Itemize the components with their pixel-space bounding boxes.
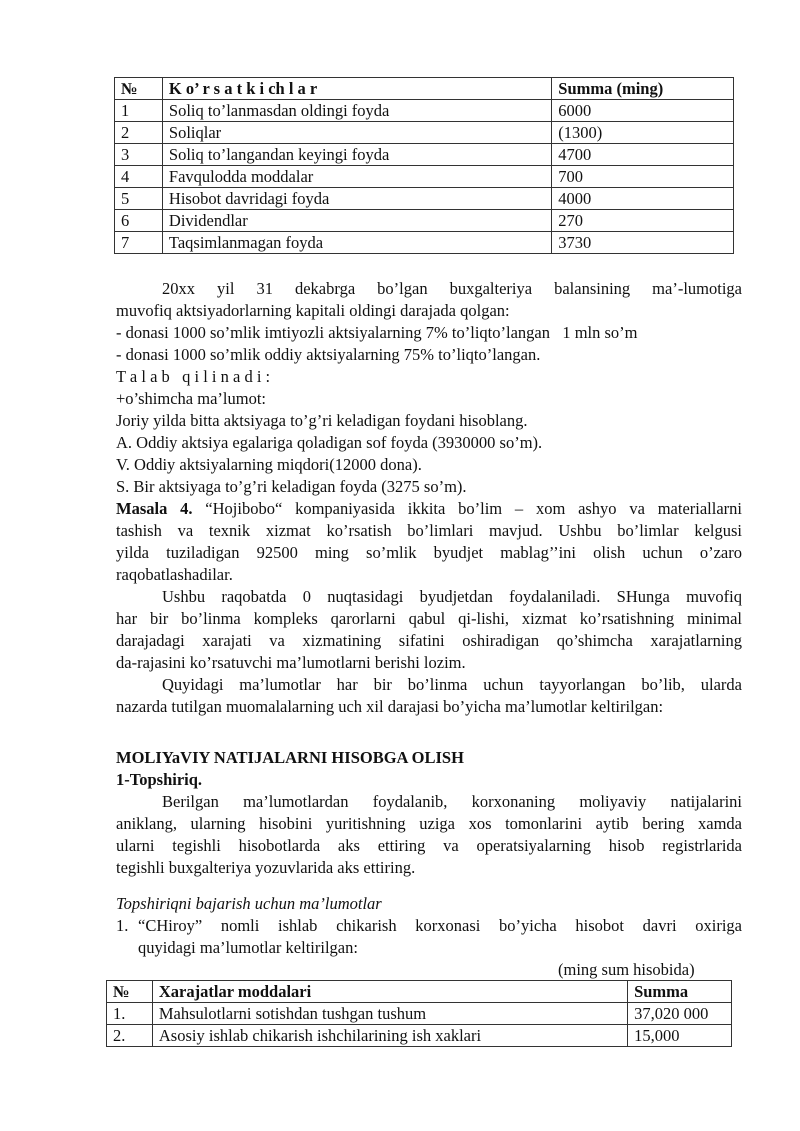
answer-item: S. Bir aktsiyaga to’g’ri keladigan foyda (3275 so’m). xyxy=(116,477,467,496)
extra-info-label: +o’shimcha ma’lumot: xyxy=(116,389,266,408)
table-row xyxy=(115,166,734,188)
paragraph-text: “Hojibobo“ kompaniyasida ikkita bo’lim – xom ashyo va materiallarni xyxy=(205,499,742,518)
answer-item: A. Oddiy aktsiya egalariga qoladigan sof foyda (3930000 so’m). xyxy=(116,433,543,452)
paragraph-line: tashish va texnik xizmat ko’rsatish bo’limlari mavjud. Ushbu bo’limlar kelgusi xyxy=(116,521,742,540)
paragraph-line: Ushbu raqobatda 0 nuqtasidagi byudjetdan foydalaniladi. SHunga muvofiq xyxy=(162,587,742,606)
column-header: Summa (ming) xyxy=(552,78,734,100)
column-header: Summa xyxy=(628,981,732,1003)
table-cell: 4700 xyxy=(552,144,734,166)
table-cell: 3730 xyxy=(552,232,734,254)
table-header-row xyxy=(115,78,734,100)
paragraph-line: quyidagi ma’lumotlar keltirilgan: xyxy=(138,938,358,957)
results-table xyxy=(114,77,734,254)
table-cell: Hisobot davridagi foyda xyxy=(162,188,551,210)
list-number: 1. xyxy=(116,916,129,935)
table-cell: Soliq to’lanmasdan oldingi foyda xyxy=(162,100,551,122)
table-cell: 6000 xyxy=(552,100,734,122)
table-row xyxy=(115,100,734,122)
section-title: MOLIYaVIY NATIJALARNI HISOBGA OLISH xyxy=(116,748,464,767)
table-header-row xyxy=(107,981,732,1003)
table-row xyxy=(115,232,734,254)
table-cell: 4000 xyxy=(552,188,734,210)
table-cell: Mahsulotlarni sotishdan tushgan tushum xyxy=(152,1003,627,1025)
paragraph-line: tegishli buxgalteriya yozuvlarida aks ettiring. xyxy=(116,858,416,877)
paragraph-line: raqobatlashadilar. xyxy=(116,565,233,584)
table-cell: 7 xyxy=(115,232,163,254)
paragraph-line: 20xx yil 31 dekabrga bo’lgan buxgalteriya balansining ma’-lumotiga xyxy=(162,279,742,298)
expenses-table xyxy=(106,980,732,1047)
table-cell: (1300) xyxy=(552,122,734,144)
paragraph-line: Quyidagi ma’lumotlar har bir bo’linma uchun tayyorlangan bo’lib, ularda xyxy=(162,675,742,694)
table-cell: 37,020 000 xyxy=(628,1003,732,1025)
paragraph-line: da-rajasini ko’rsatuvchi ma’lumotlarni berishi lozim. xyxy=(116,653,466,672)
table-cell: 6 xyxy=(115,210,163,232)
table-cell: Dividendlar xyxy=(162,210,551,232)
table-row xyxy=(107,1025,732,1047)
table-cell: 3 xyxy=(115,144,163,166)
task-title: 1-Topshiriq. xyxy=(116,770,203,789)
table-cell: 4 xyxy=(115,166,163,188)
paragraph-line: nazarda tutilgan muomalalarning uch xil darajasi bo’yicha ma’lumotlar keltirilgan: xyxy=(116,697,664,716)
paragraph-line: yilda tuziladigan 92500 ming so’mlik byudjet mablag’’ini olish uchun o’zaro xyxy=(116,543,742,562)
table-cell: 1. xyxy=(107,1003,153,1025)
table-row xyxy=(115,122,734,144)
table-cell: 2 xyxy=(115,122,163,144)
table-row xyxy=(115,188,734,210)
table-cell: 270 xyxy=(552,210,734,232)
table-cell: 1 xyxy=(115,100,163,122)
column-header: № xyxy=(107,981,153,1003)
paragraph-line: ularni tegishli hisobotlarda aks ettiring va operatsiyalarning hisob registrlarida xyxy=(116,836,742,855)
paragraph-line: har bir bo’linma kompleks qarorlarni qabul qi-lishi, xizmat ko’rsatishning minimal xyxy=(116,609,742,628)
answer-item: V. Oddiy aktsiyalarning miqdori(12000 dona). xyxy=(116,455,422,474)
table-cell: Asosiy ishlab chikarish ishchilarining ish xaklari xyxy=(152,1025,627,1047)
problem-label: Masala 4. xyxy=(116,499,193,518)
table-cell: Soliqlar xyxy=(162,122,551,144)
paragraph-line: aniklang, ularning hisobini yuritishning uziga xos tomonlarini aytib bering xamda xyxy=(116,814,742,833)
table-cell: 2. xyxy=(107,1025,153,1047)
data-heading: Topshiriqni bajarish uchun ma’lumotlar xyxy=(116,894,382,913)
table-cell: 700 xyxy=(552,166,734,188)
paragraph-line: darajadagi xarajati va xizmatining sifatini oshiradigan qo’shimcha xarajatlarning xyxy=(116,631,742,650)
task-text: Joriy yilda bitta aktsiyaga to’g’ri keladigan foydani hisoblang. xyxy=(116,411,528,430)
paragraph-line: Berilgan ma’lumotlardan foydalanib, korxonaning moliyaviy natijalarini xyxy=(162,792,742,811)
column-header: K o’ r s a t k i ch l a r xyxy=(162,78,551,100)
table-cell: 5 xyxy=(115,188,163,210)
table-cell: 15,000 xyxy=(628,1025,732,1047)
list-item: - donasi 1000 so’mlik oddiy aktsiyalarning 75% to’liqto’langan. xyxy=(116,345,541,364)
table-row xyxy=(115,210,734,232)
table-cell: Favqulodda moddalar xyxy=(162,166,551,188)
list-item: - donasi 1000 so’mlik imtiyozli aktsiyalarning 7% to’liqto’langan 1 mln so’m xyxy=(116,323,638,342)
paragraph-line: muvofiq aktsiyadorlarning kapitali oldingi darajada qolgan: xyxy=(116,301,510,320)
requirement-heading: T a l a b q i l i n a d i : xyxy=(116,367,271,386)
table-cell: Soliq to’langandan keyingi foyda xyxy=(162,144,551,166)
column-header: № xyxy=(115,78,163,100)
paragraph-line xyxy=(116,498,742,520)
paragraph-line: “CHiroy” nomli ishlab chikarish korxonasi bo’yicha hisobot davri oxiriga xyxy=(138,916,742,935)
table-row xyxy=(107,1003,732,1025)
table-cell: Taqsimlanmagan foyda xyxy=(162,232,551,254)
column-header: Xarajatlar moddalari xyxy=(152,981,627,1003)
table-row xyxy=(115,144,734,166)
unit-note: (ming sum hisobida) xyxy=(558,960,695,979)
